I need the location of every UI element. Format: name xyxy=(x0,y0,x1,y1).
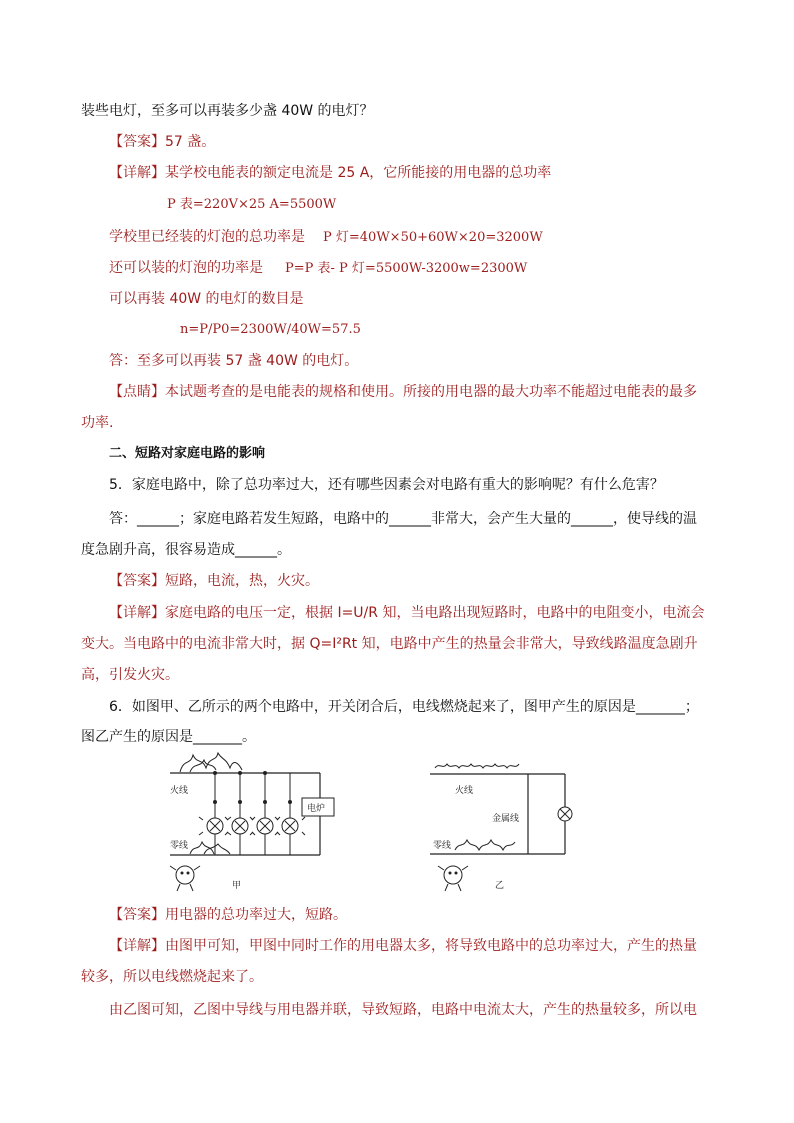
q4-answer-text: 57 盏。 xyxy=(165,134,216,150)
q4-line-3 xyxy=(109,258,527,279)
figure-yi xyxy=(425,758,585,898)
answer-tag: 【答案】 xyxy=(109,134,165,150)
answer-tag: 【答案】 xyxy=(109,573,165,589)
q4-detail-text: 某学校电能表的额定电流是 25 A，它所能接的用电器的总功率 xyxy=(165,165,552,181)
flame-icon xyxy=(455,840,515,850)
lamp-icon xyxy=(558,807,572,821)
figure-jia-svg xyxy=(160,750,350,895)
person-icon xyxy=(170,866,200,891)
figure-yi-svg xyxy=(425,758,585,898)
q4-answer-line xyxy=(109,132,215,152)
q6-detail-line xyxy=(109,936,697,956)
junction-dot xyxy=(288,800,292,804)
neutral-wire-label: 零线 xyxy=(433,841,452,851)
flame-icon xyxy=(435,764,519,768)
section-title: 二、短路对家庭电路的影响 xyxy=(109,446,266,461)
q5-answer-text: 短路，电流，热，火灾。 xyxy=(165,573,319,589)
detail-tag: 【详解】 xyxy=(109,605,165,621)
figure-jia xyxy=(160,750,350,895)
q4-line-3-text: 还可以装的灯泡的功率是 xyxy=(109,260,263,276)
live-wire-label: 火线 xyxy=(170,786,189,796)
q6-answer-line xyxy=(109,905,347,925)
answer-tag: 【答案】 xyxy=(109,907,165,923)
q5-blank-line-1: 答：______；家庭电路若发生短路，电路中的______非常大，会产生大量的______，使导线的温 xyxy=(109,511,697,527)
person-icon xyxy=(438,866,468,891)
q5-detail-text-3: 高，引发火灾。 xyxy=(81,667,179,683)
q5-question: 5．家庭电路中，除了总功率过大，还有哪些因素会对电路有重大的影响呢？有什么危害？ xyxy=(109,477,664,493)
q4-line-2 xyxy=(109,227,543,248)
q4-formula-3: P=P 表- P 灯=5500W-3200w=2300W xyxy=(285,261,528,276)
q6-detail-text-1: 由图甲可知，甲图中同时工作的用电器太多，将导致电路中的总功率过大，产生的热量 xyxy=(165,938,697,954)
q4-point-text-2: 功率. xyxy=(81,415,114,431)
q5-detail-text-1: 家庭电路的电压一定，根据 I=U/R 知，当电路出现短路时，电路中的电阻变小，电流会 xyxy=(165,605,705,621)
lamp-icon xyxy=(275,817,305,835)
electric-stove-label: 电炉 xyxy=(307,804,326,814)
flame-icon xyxy=(190,842,230,854)
metal-wire-label: 金属线 xyxy=(492,814,520,824)
q4-formula-4: n=P/P0=2300W/40W=57.5 xyxy=(180,322,361,337)
q4-conclusion: 答：至多可以再装 57 盏 40W 的电灯。 xyxy=(109,353,359,369)
junction-dot xyxy=(263,800,267,804)
lamp-icon xyxy=(225,817,255,835)
q4-line-4: 可以再装 40W 的电灯的数目是 xyxy=(109,291,304,307)
q5-answer-line xyxy=(109,571,319,591)
point-tag: 【点睛】 xyxy=(109,384,165,400)
q4-point-line xyxy=(109,382,697,402)
q6-detail-text-2: 较多，所以电线燃烧起来了。 xyxy=(81,969,263,985)
detail-tag: 【详解】 xyxy=(109,938,165,954)
q5-detail-text-2: 变大。当电路中的电流非常大时，据 Q=I²Rt 知，电路中产生的热量会非常大，导致线路温度急剧升 xyxy=(81,636,698,652)
junction-dot xyxy=(213,771,217,775)
junction-dot xyxy=(213,800,217,804)
lamp-icon xyxy=(250,817,280,835)
q6-detail-text-3: 由乙图可知，乙图中导线与用电器并联，导致短路，电路中电流太大，产生的热量较多，所以电 xyxy=(109,1002,697,1018)
q5-blank-line-2: 度急剧升高，很容易造成______。 xyxy=(81,542,291,558)
flame-icon xyxy=(180,753,242,772)
figure-yi-caption: 乙 xyxy=(495,881,505,891)
junction-dot xyxy=(238,771,242,775)
flame-icon xyxy=(190,760,216,772)
figure-jia-caption: 甲 xyxy=(232,881,242,891)
junction-dot xyxy=(263,771,267,775)
q4-question-tail: 装些电灯，至多可以再装多少盏 40W 的电灯？ xyxy=(81,103,374,119)
q4-detail-line xyxy=(109,163,551,183)
neutral-wire-label: 零线 xyxy=(170,841,189,851)
q6-question-1: 6．如图甲、乙所示的两个电路中，开关闭合后，电线燃烧起来了，图甲产生的原因是_______； xyxy=(109,699,699,715)
junction-dot xyxy=(238,800,242,804)
detail-tag: 【详解】 xyxy=(109,165,165,181)
q4-formula-2: P 灯=40W×50+60W×20=3200W xyxy=(323,230,543,245)
q4-line-2-text: 学校里已经装的灯泡的总功率是 xyxy=(109,229,305,245)
live-wire-label: 火线 xyxy=(455,786,474,796)
q5-detail-line xyxy=(109,603,704,623)
q4-formula-1: P 表=220V×25 A=5500W xyxy=(167,197,337,212)
q6-answer-text: 用电器的总功率过大，短路。 xyxy=(165,907,347,923)
q6-question-2: 图乙产生的原因是_______。 xyxy=(81,729,256,745)
q4-point-text-1: 本试题考查的是电能表的规格和使用。所接的用电器的最大功率不能超过电能表的最多 xyxy=(165,384,697,400)
